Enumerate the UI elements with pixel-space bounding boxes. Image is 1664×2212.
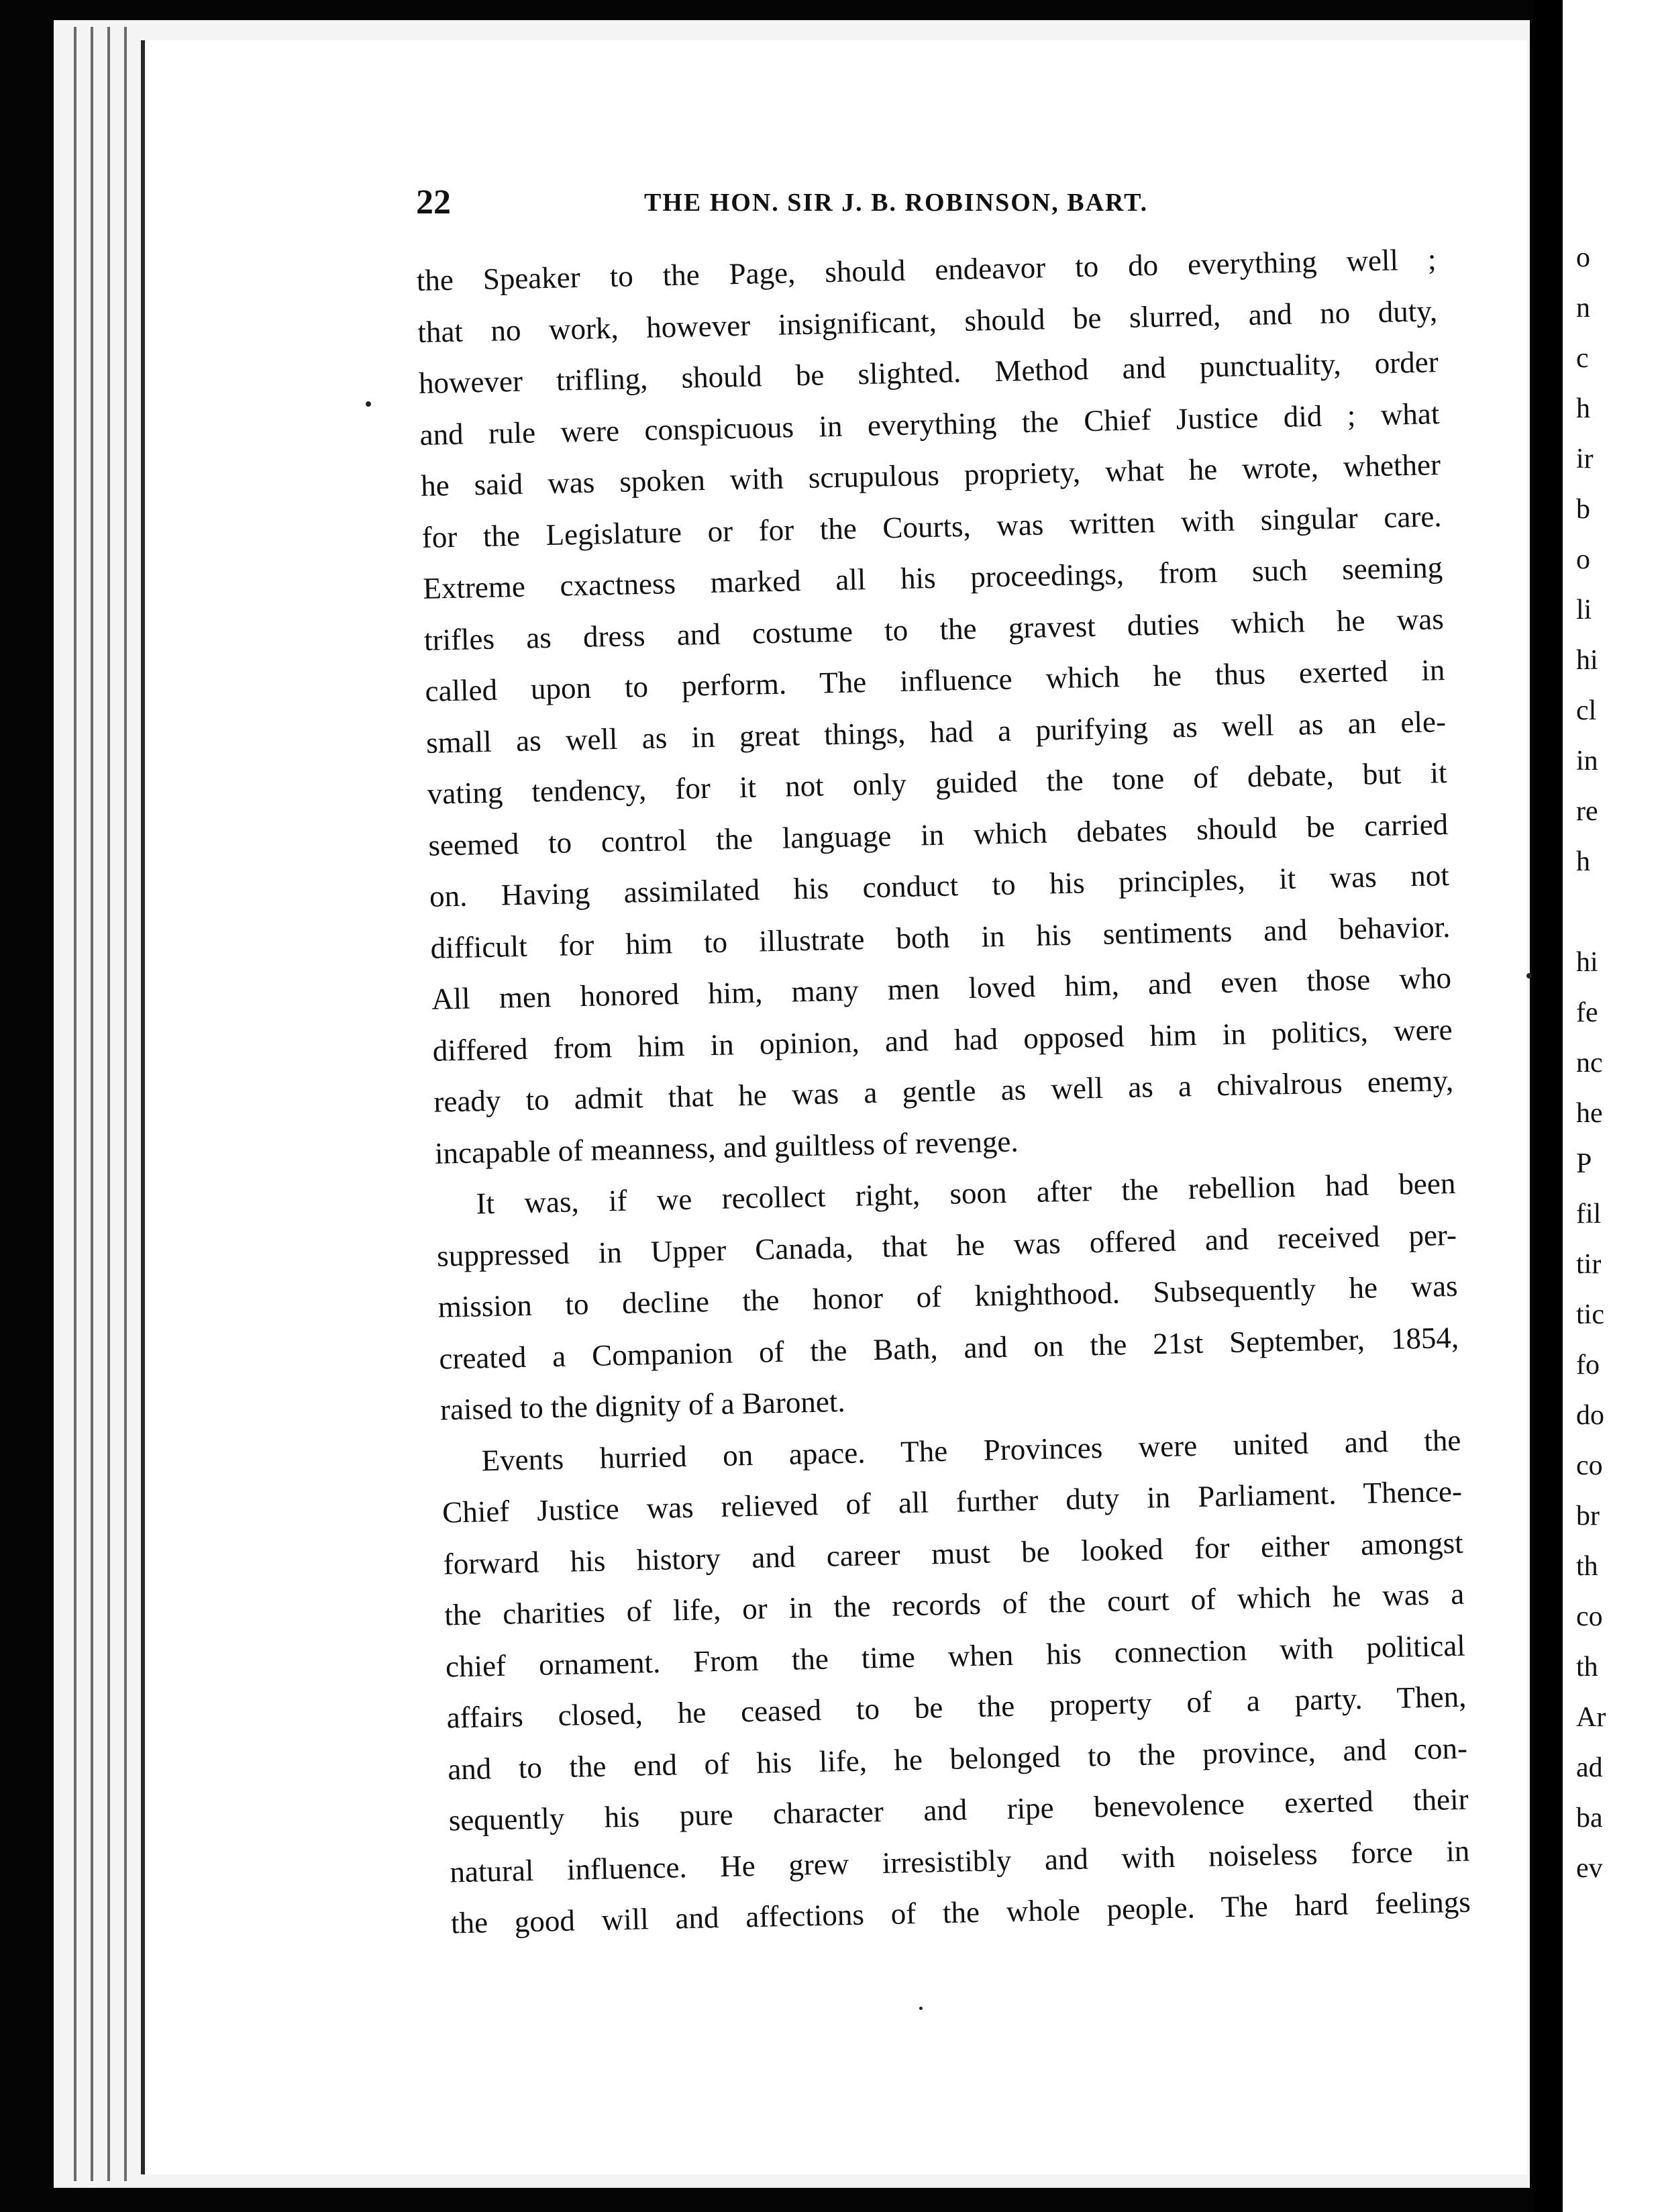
adjacent-page-fragment: hi: [1576, 947, 1598, 978]
adjacent-page-fragment: fe: [1576, 997, 1598, 1028]
adjacent-page-fragment: n: [1576, 293, 1590, 323]
text-line: raised to the dignity of a Baronet.: [439, 1384, 846, 1427]
page-edge-line: [91, 27, 93, 2181]
text-line: small as well as in great things, had a purifying as well as an ele-: [425, 704, 1447, 760]
text-line: that no work, however insignificant, should be slurred, and no duty,: [417, 293, 1438, 349]
adjacent-page-fragment: tir: [1576, 1249, 1602, 1280]
adjacent-page-fragment: h: [1576, 393, 1590, 424]
text-line: forward his history and career must be looked for either amongst: [443, 1525, 1464, 1581]
text-line: for the Legislature or for the Courts, was written with singular care.: [421, 499, 1442, 554]
text-line: suppressed in Upper Canada, that he was offered and received per-: [436, 1217, 1457, 1273]
text-line: ready to admit that he was a gentle as well as a chivalrous enemy,: [433, 1063, 1454, 1119]
adjacent-page-fragment: ba: [1576, 1803, 1603, 1833]
text-line: Chief Justice was relieved of all further duty in Parliament. Thence-: [441, 1474, 1463, 1529]
adjacent-page-fragment: ir: [1576, 444, 1594, 474]
adjacent-page-fragment: co: [1576, 1450, 1603, 1481]
page-edge-line: [107, 27, 110, 2181]
text-line: on. Having assimilated his conduct to his principles, it was not: [429, 858, 1450, 913]
adjacent-page-fragment: c: [1576, 343, 1589, 374]
text-line: the good will and affections of the whole people. The hard feelings: [450, 1884, 1471, 1940]
text-line: the charities of life, or in the records of the court of which he was a: [444, 1576, 1465, 1632]
book-gutter: [1533, 0, 1560, 2212]
adjacent-page-fragment: in: [1576, 746, 1598, 776]
text-line: Extreme cxactness marked all his proceedings, from such seeming: [422, 550, 1443, 605]
adjacent-page-fragment: li: [1576, 595, 1592, 625]
adjacent-page-fragment: hi: [1576, 645, 1598, 676]
adjacent-page-fragment: b: [1576, 494, 1590, 525]
adjacent-page-fragment: ev: [1576, 1853, 1603, 1884]
adjacent-page-fragment: co: [1576, 1601, 1603, 1632]
adjacent-page-fragment: nc: [1576, 1048, 1603, 1078]
text-line: mission to decline the honor of knighthood. Subsequently he was: [437, 1268, 1459, 1324]
page-edge-line: [74, 27, 76, 2181]
adjacent-page-fragment: th: [1576, 1652, 1598, 1682]
running-head: [416, 183, 1490, 223]
text-line: called upon to perform. The influence which he thus exerted in: [425, 653, 1445, 708]
text-line: vating tendency, for it not only guided the tone of debate, but it: [427, 755, 1448, 811]
adjacent-page-fragment: tic: [1576, 1299, 1604, 1330]
adjacent-page-fragment: he: [1576, 1098, 1603, 1129]
text-line: natural influence. He grew irresistibly and with noiseless force in: [449, 1833, 1470, 1889]
adjacent-page-fragment: fo: [1576, 1350, 1600, 1380]
adjacent-page-fragment: fil: [1576, 1199, 1602, 1229]
text-line: and rule were conspicuous in everything the Chief Justice did ; what: [419, 396, 1440, 452]
text-line: created a Companion of the Bath, and on the 21st September, 1854,: [438, 1320, 1459, 1376]
adjacent-page-edge: [1560, 0, 1664, 2212]
page-edge-line: [124, 27, 127, 2181]
text-line: differed from him in opinion, and had opposed him in politics, were: [432, 1012, 1453, 1068]
text-line: incapable of meanness, and guiltless of revenge.: [434, 1123, 1019, 1170]
adjacent-page-fragment: cl: [1576, 695, 1597, 726]
text-line: he said was spoken with scrupulous propriety, what he wrote, whether: [420, 448, 1441, 503]
adjacent-page-fragment: re: [1576, 796, 1598, 827]
adjacent-page-fragment: th: [1576, 1551, 1598, 1582]
adjacent-page-fragment: h: [1576, 846, 1590, 877]
adjacent-page-fragment: o: [1576, 242, 1590, 273]
text-line: difficult for him to illustrate both in his sentiments and behavior.: [430, 909, 1451, 965]
text-line: All men honored him, many men loved him, and even those who: [431, 960, 1452, 1016]
text-line: seemed to control the language in which debates should be carried: [427, 807, 1449, 862]
text-line: It was, if we recollect right, soon after the rebellion had been: [476, 1166, 1456, 1221]
print-speck: [919, 2007, 923, 2010]
adjacent-page-fragment: Ar: [1576, 1702, 1606, 1733]
print-speck: [366, 401, 371, 407]
text-line: the Speaker to the Page, should endeavor to do everything well ;: [416, 242, 1437, 297]
running-title: THE HON. SIR J. B. ROBINSON, BART.: [644, 189, 1149, 217]
adjacent-page-fragment: br: [1576, 1501, 1600, 1531]
body-text: [416, 234, 1471, 1949]
text-line: chief ornament. From the time when his connection with political: [445, 1628, 1466, 1684]
text-line: however trifling, should be slighted. Method and punctuality, order: [418, 345, 1439, 400]
adjacent-page-fragment: o: [1576, 544, 1590, 575]
page-number: 22: [416, 183, 451, 221]
text-line: Events hurried on apace. The Provinces were united and the: [481, 1423, 1461, 1477]
adjacent-page-fragment: P: [1576, 1148, 1592, 1179]
text-line: sequently his pure character and ripe benevolence exerted their: [448, 1782, 1469, 1838]
print-speck: [1526, 973, 1532, 978]
adjacent-page-fragment: do: [1576, 1400, 1604, 1431]
text-line: affairs closed, he ceased to be the property of a party. Then,: [446, 1679, 1467, 1735]
text-line: trifles as dress and costume to the gravest duties which he was: [423, 601, 1445, 657]
adjacent-page-fragment: ad: [1576, 1752, 1603, 1783]
text-line: and to the end of his life, he belonged to the province, and con-: [447, 1731, 1468, 1786]
